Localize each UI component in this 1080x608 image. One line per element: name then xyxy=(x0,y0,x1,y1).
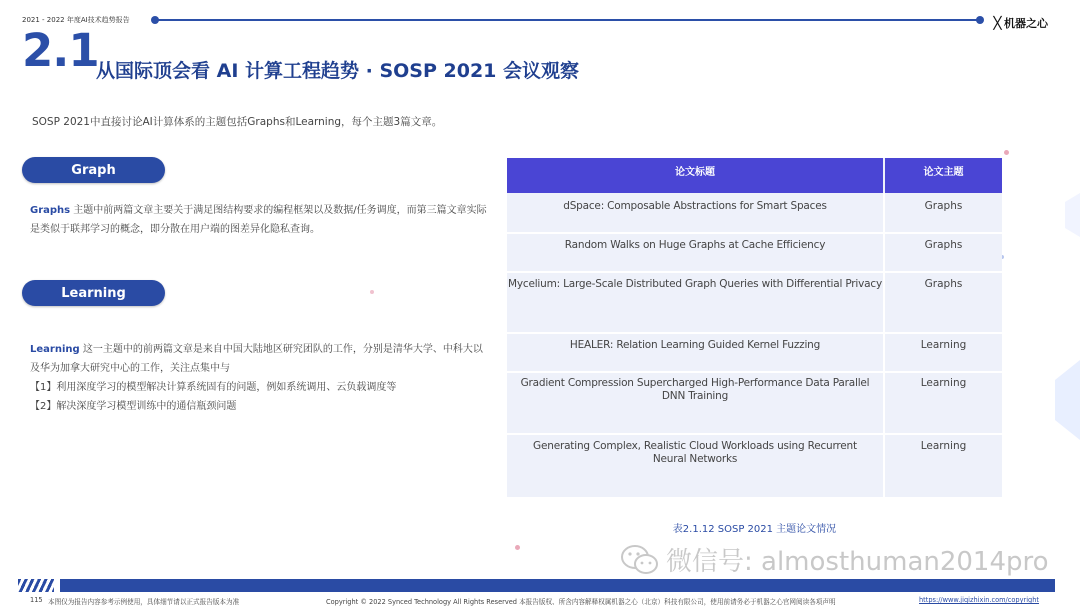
table-cell-topic: Graphs xyxy=(924,278,963,290)
table-row xyxy=(507,193,1002,234)
watermark xyxy=(620,541,1049,578)
table-cell-title: dSpace: Composable Abstractions for Smart Spaces xyxy=(563,200,827,212)
table-cell-title: Gradient Compression Supercharged High-Performance Data Parallel DNN Training xyxy=(520,377,870,402)
table-row xyxy=(507,273,1002,334)
papers-table xyxy=(507,158,1002,497)
learning-pill: Learning xyxy=(22,280,165,306)
table-header-topic: 论文主题 xyxy=(885,158,1002,193)
logo-icon: ᚷ xyxy=(993,14,1003,32)
table-caption: 表2.1.12 SOSP 2021 主题论文情况 xyxy=(672,524,837,535)
learning-item-2: 【2】解决深度学习模型训练中的通信瓶颈问题 xyxy=(30,401,237,412)
copyright-link[interactable]: https://www.jiqizhixin.com/copyright xyxy=(919,596,1040,604)
table-cell-title: Mycelium: Large-Scale Distributed Graph Queries with Differential Privacy xyxy=(508,278,882,290)
graph-text: 主题中前两篇文章主要关于满足图结构要求的编程框架以及数据/任务调度，而第三篇文章实际是类似于联邦学习的概念，即分散在用户端的图差异化隐私查询。 xyxy=(30,205,487,235)
table-row xyxy=(507,234,1002,273)
section-number: 2.1 xyxy=(22,24,99,77)
table-row xyxy=(507,373,1002,435)
learning-paragraph xyxy=(30,340,488,416)
table-cell-topic: Learning xyxy=(920,339,967,351)
learning-text: 这一主题中的前两篇文章是来自中国大陆地区研究团队的工作，分别是清华大学、中科大以及华为加拿大研究中心的工作，关注点集中与 xyxy=(30,344,483,374)
table-cell-title: Random Walks on Huge Graphs at Cache Efficiency xyxy=(564,239,826,251)
footer-copyright: Copyright © 2022 Synced Technology All Rights Reserved 本报告版权、所含内容解释权属机器之心（北京）科技有限公司，使用前请务必于机器之心官网阅读各项声明 xyxy=(326,598,836,606)
learning-keyword: Learning xyxy=(30,344,80,355)
footer-stripes xyxy=(18,579,54,592)
table-cell-topic: Learning xyxy=(920,377,967,389)
decor-dot xyxy=(1004,150,1009,155)
decor-dot xyxy=(370,290,374,294)
footer-bar xyxy=(60,579,1055,592)
wechat-icon xyxy=(620,544,660,576)
page-number: 115 xyxy=(30,596,43,604)
table-row xyxy=(507,435,1002,497)
graph-paragraph xyxy=(30,201,488,239)
footer-disclaimer: 本图仅为报告内容参考示例使用，具体细节请以正式报告版本为准 xyxy=(48,598,240,606)
table-cell-topic: Graphs xyxy=(924,200,963,212)
graph-pill: Graph xyxy=(22,157,165,183)
header-divider xyxy=(155,19,980,21)
table-cell-title: Generating Complex, Realistic Cloud Workloads using Recurrent Neural Networks xyxy=(533,440,857,465)
logo-text: 机器之心 xyxy=(1004,17,1049,30)
decor-dot xyxy=(515,545,520,550)
decor-hexagon xyxy=(1045,360,1080,440)
table-row xyxy=(507,334,1002,373)
report-title: 2021 - 2022 年度AI技术趋势报告 xyxy=(22,16,130,24)
table-column-divider xyxy=(883,193,885,497)
graph-keyword: Graphs xyxy=(30,205,71,216)
section-title: 从国际顶会看 AI 计算工程趋势 · SOSP 2021 会议观察 xyxy=(96,60,580,82)
learning-item-1: 【1】利用深度学习的模型解决计算系统固有的问题，例如系统调用、云负载调度等 xyxy=(30,382,397,393)
logo xyxy=(993,14,1048,32)
table-header-title: 论文标题 xyxy=(507,158,883,193)
table-cell-topic: Learning xyxy=(920,440,967,452)
table-cell-title: HEALER: Relation Learning Guided Kernel Fuzzing xyxy=(569,339,821,351)
watermark-text: 微信号: almosthuman2014pro xyxy=(666,547,1049,577)
table-cell-topic: Graphs xyxy=(924,239,963,251)
intro-text: SOSP 2021中直接讨论AI计算体系的主题包括Graphs和Learning，每个主题3篇文章。 xyxy=(32,116,443,128)
decor-hexagon xyxy=(1055,190,1080,240)
